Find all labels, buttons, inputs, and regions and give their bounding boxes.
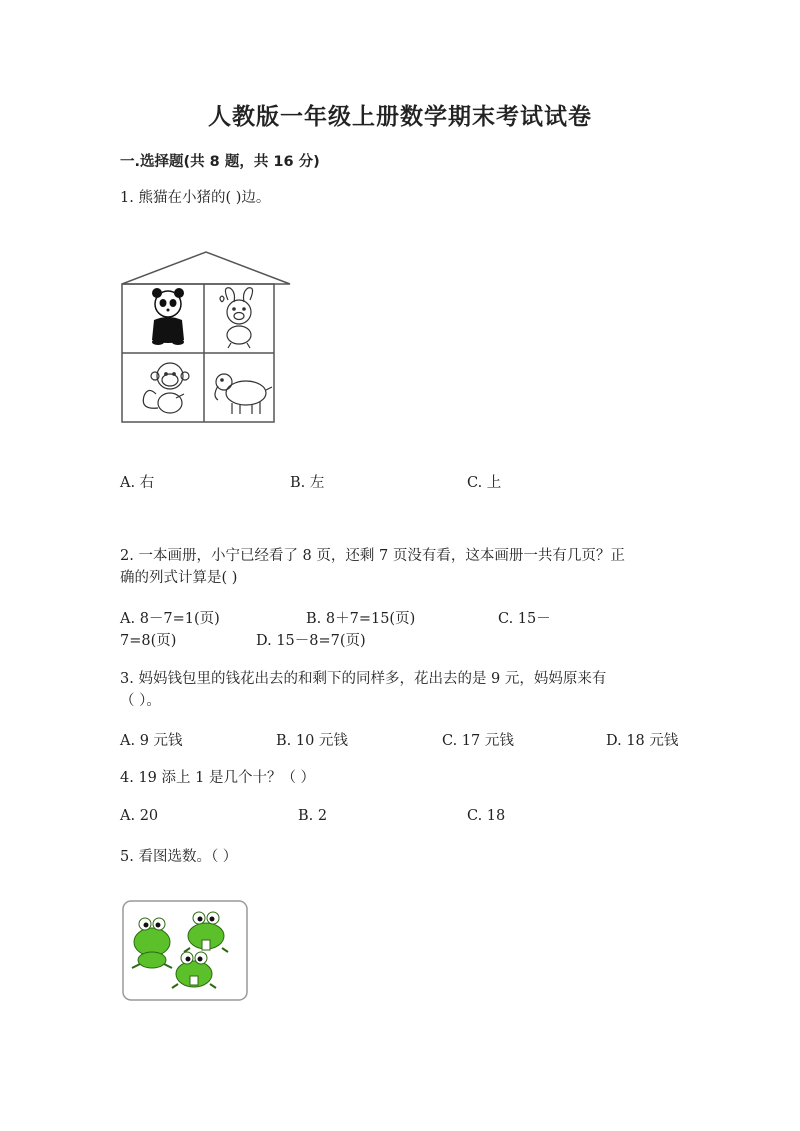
panda-icon <box>152 288 184 345</box>
q2-option-c-continued: 7=8(页) <box>120 633 177 649</box>
q1-option-a[interactable]: A. 右 <box>120 475 155 491</box>
frogs-figure <box>122 900 248 1002</box>
house-roof <box>122 252 290 284</box>
question-2-line1: 2. 一本画册，小宁已经看了 8 页，还剩 7 页没有看，这本画册一共有几页？正 <box>120 548 625 564</box>
section-heading: 一.选择题(共 8 题，共 16 分) <box>120 154 320 170</box>
q2-option-a[interactable]: A. 8－7=1(页) <box>120 611 220 627</box>
q1-option-b[interactable]: B. 左 <box>290 475 325 491</box>
question-3-line1: 3. 妈妈钱包里的钱花出去的和剩下的同样多，花出去的是 9 元，妈妈原来有 <box>120 671 607 687</box>
q2-option-d[interactable]: D. 15－8=7(页) <box>256 633 366 649</box>
q4-option-b[interactable]: B. 2 <box>298 808 328 824</box>
animal-house-figure <box>118 248 296 428</box>
elephant-icon <box>215 374 272 414</box>
question-5-text: 5. 看图选数。（ ） <box>120 849 238 865</box>
q2-option-c[interactable]: C. 15－ <box>498 611 551 627</box>
q1-option-c[interactable]: C. 上 <box>467 475 502 491</box>
q4-option-c[interactable]: C. 18 <box>467 808 506 824</box>
q2-option-b[interactable]: B. 8＋7=15(页) <box>306 611 416 627</box>
question-1-text: 1. 熊猫在小猪的( )边。 <box>120 190 271 206</box>
question-3-line2: （ ）。 <box>120 693 161 709</box>
page-title: 人教版一年级上册数学期末考试试卷 <box>208 104 592 130</box>
monkey-icon <box>143 363 189 413</box>
q3-option-a[interactable]: A. 9 元钱 <box>120 733 183 749</box>
question-4-text: 4. 19 添上 1 是几个十？（ ） <box>120 770 316 786</box>
q4-option-a[interactable]: A. 20 <box>120 808 159 824</box>
pig-icon <box>220 288 253 348</box>
q3-option-d[interactable]: D. 18 元钱 <box>606 733 679 749</box>
q3-option-c[interactable]: C. 17 元钱 <box>442 733 514 749</box>
question-2-line2: 确的列式计算是( ) <box>120 570 238 586</box>
q3-option-b[interactable]: B. 10 元钱 <box>276 733 348 749</box>
